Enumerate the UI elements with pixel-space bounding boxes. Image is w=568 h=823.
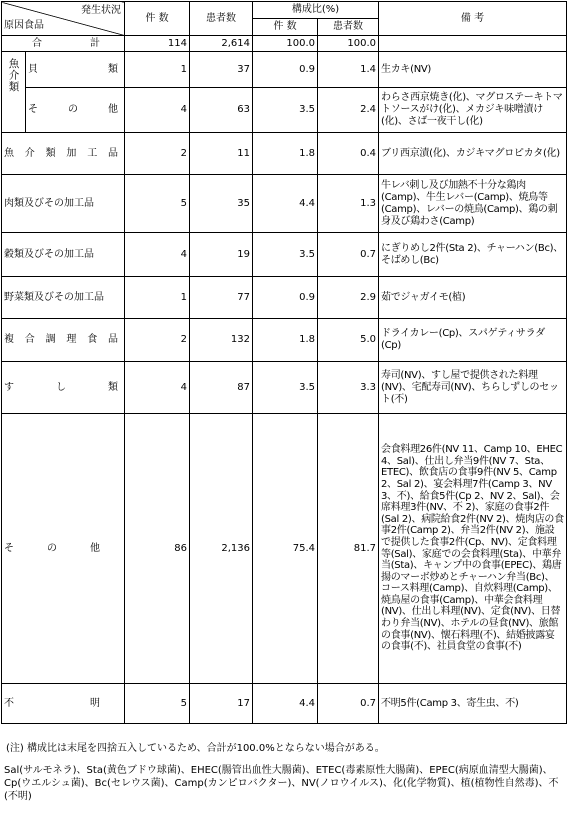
patients-value: 37: [190, 52, 253, 88]
note-text: わらさ西京焼き(化)、マグロステーキトマトソースがけ(化)、メカジキ味噌漬け(化)、さば一夜干し(化): [379, 88, 567, 133]
note-text: ドライカレー(Cp)、スパゲティサラダ(Cp): [379, 319, 567, 362]
note-text: ブリ西京漬(化)、カジキマグロピカタ(化): [379, 133, 567, 175]
table-row-grain: [2, 233, 567, 277]
table-row-sushi: [2, 362, 567, 414]
ratio-patients-value: 0.7: [318, 684, 379, 724]
total-label-b: 計: [90, 37, 100, 49]
cases-value: 4: [125, 233, 190, 277]
total-note: [379, 36, 567, 52]
cases-value: 1: [125, 52, 190, 88]
note-text: 会食料理26件(NV 11、Camp 10、EHEC 4、Sal)、仕出し弁当9件(NV 7、Sta、ETEC)、飲食店の食事9件(NV 5、Camp 2、Sal 2)、宴会料理7件(Camp 3、NV 3、不)、給食5件(Cp 2、NV 2、Sal)、会席料理3件(NV、不 2)、家庭の食事2件(Sal 2)、病院給食2件(NV 2)、焼肉店の食事2件(Camp 2)、弁当2件(NV 2)、施設で提供した食事2件(Cp、NV)、定食料理等(Sal)、家庭での会食料理(Sta)、中華弁当(Sta)、キャンプ中の食事(EPEC)、鶏唐揚のマーボ炒めとチャーハン弁当(Bc)、コース料理(Camp)、自炊料理(Camp)、焼鳥屋の食事(Camp)、中華会食料理(NV)、仕出し料理(NV)、定食(NV)、日替わり弁当(NV)、ホテルの昼食(NV)、旅館の食事(NV)、懐石料理(不)、結婚披露宴の食事(不)、社員食堂の食事(不): [379, 414, 567, 684]
row-label: そ の 他: [2, 414, 125, 684]
patients-header: 患者数: [190, 2, 253, 36]
fish-group-label: 魚介類: [7, 58, 20, 93]
row-label: 肉類及びその加工品: [2, 175, 125, 233]
row-label: 不 明: [2, 684, 125, 724]
ratio-cases-header: 件 数: [253, 19, 318, 36]
cases-value: 2: [125, 319, 190, 362]
note-text: 生カキ(NV): [379, 52, 567, 88]
table-row-meat: [2, 175, 567, 233]
corner-header: [2, 2, 125, 36]
cases-header: 件 数: [125, 2, 190, 36]
total-row: [2, 36, 567, 52]
ratio-patients-value: 81.7: [318, 414, 379, 684]
cases-value: 5: [125, 684, 190, 724]
patients-value: 63: [190, 88, 253, 133]
note-text: にぎりめし2件(Sta 2)、チャーハン(Bc)、そばめし(Bc): [379, 233, 567, 277]
patients-value: 19: [190, 233, 253, 277]
food-poisoning-table: [1, 1, 567, 724]
table-row-other: [2, 414, 567, 684]
table-row-shellfish: [2, 52, 567, 88]
ratio-patients-value: 2.9: [318, 277, 379, 319]
ratio-patients-header: 患者数: [318, 19, 379, 36]
cases-value: 2: [125, 133, 190, 175]
ratio-patients-value: 5.0: [318, 319, 379, 362]
ratio-patients-value: 1.4: [318, 52, 379, 88]
header-row-1: [2, 2, 567, 19]
ratio-cases-value: 75.4: [253, 414, 318, 684]
cases-value: 4: [125, 88, 190, 133]
cases-value: 5: [125, 175, 190, 233]
patients-value: 87: [190, 362, 253, 414]
ratio-header: 構成比(%): [253, 2, 379, 19]
ratio-cases-value: 1.8: [253, 319, 318, 362]
row-label: そ の 他: [26, 88, 125, 133]
row-label: 野菜類及びその加工品: [2, 277, 125, 319]
ratio-patients-value: 0.7: [318, 233, 379, 277]
total-patients: 2,614: [190, 36, 253, 52]
table-row-vegetable: [2, 277, 567, 319]
remarks-header: 備 考: [379, 2, 567, 36]
table-row-fish-other: [2, 88, 567, 133]
ratio-cases-value: 0.9: [253, 277, 318, 319]
note-text: 牛レバ刺し及び加熱不十分な鶏肉(Camp)、牛生レバー(Camp)、焼鳥等(Camp)、レバーの焼鳥(Camp)、鶏の刺身及び鶏わさ(Camp): [379, 175, 567, 233]
incident-status-label: 発生状況: [81, 5, 121, 16]
food-cause-label: 原因食品: [4, 20, 44, 31]
ratio-patients-value: 2.4: [318, 88, 379, 133]
footnote: (注) 構成比は末尾を四捨五入しているため、合計が100.0%とならない場合がある。: [6, 743, 385, 754]
abbreviation-legend: Sal(サルモネラ)、Sta(黄色ブドウ球菌)、EHEC(腸管出血性大腸菌)、ETEC(毒素原性大腸菌)、EPEC(病原血清型大腸菌)、Cp(ウエルシュ菌)、Bc(セレウス菌)、Camp(カンピロバクター)、NV(ノロウイルス)、化(化学物質)、植(植物性自然毒)、不(不明): [4, 765, 559, 802]
row-label: 貝 類: [26, 52, 125, 88]
ratio-cases-value: 0.9: [253, 52, 318, 88]
total-ratio-patients: 100.0: [318, 36, 379, 52]
cases-value: 1: [125, 277, 190, 319]
ratio-patients-value: 1.3: [318, 175, 379, 233]
table-row-fish-processed: [2, 133, 567, 175]
cases-value: 4: [125, 362, 190, 414]
total-cases: 114: [125, 36, 190, 52]
total-label-cell: [2, 36, 125, 52]
ratio-cases-value: 3.5: [253, 362, 318, 414]
ratio-cases-value: 4.4: [253, 175, 318, 233]
note-text: 不明5件(Camp 3、寄生虫、不): [379, 684, 567, 724]
fish-group-cell: [2, 52, 26, 133]
patients-value: 77: [190, 277, 253, 319]
ratio-patients-value: 0.4: [318, 133, 379, 175]
total-ratio-cases: 100.0: [253, 36, 318, 52]
row-label: 複 合 調 理 食 品: [2, 319, 125, 362]
patients-value: 35: [190, 175, 253, 233]
total-label-a: 合: [32, 37, 42, 49]
patients-value: 2,136: [190, 414, 253, 684]
table-row-compound: [2, 319, 567, 362]
table-row-unknown: [2, 684, 567, 724]
patients-value: 132: [190, 319, 253, 362]
row-label: 穀類及びその加工品: [2, 233, 125, 277]
row-label: 魚 介 類 加 工 品: [2, 133, 125, 175]
ratio-patients-value: 3.3: [318, 362, 379, 414]
cases-value: 86: [125, 414, 190, 684]
ratio-cases-value: 3.5: [253, 233, 318, 277]
row-label: す し 類: [2, 362, 125, 414]
ratio-cases-value: 1.8: [253, 133, 318, 175]
ratio-cases-value: 4.4: [253, 684, 318, 724]
patients-value: 17: [190, 684, 253, 724]
note-text: 寿司(NV)、すし屋で提供された料理(NV)、宅配寿司(NV)、ちらしずしのセット(不): [379, 362, 567, 414]
ratio-cases-value: 3.5: [253, 88, 318, 133]
patients-value: 11: [190, 133, 253, 175]
note-text: 茹でジャガイモ(植): [379, 277, 567, 319]
